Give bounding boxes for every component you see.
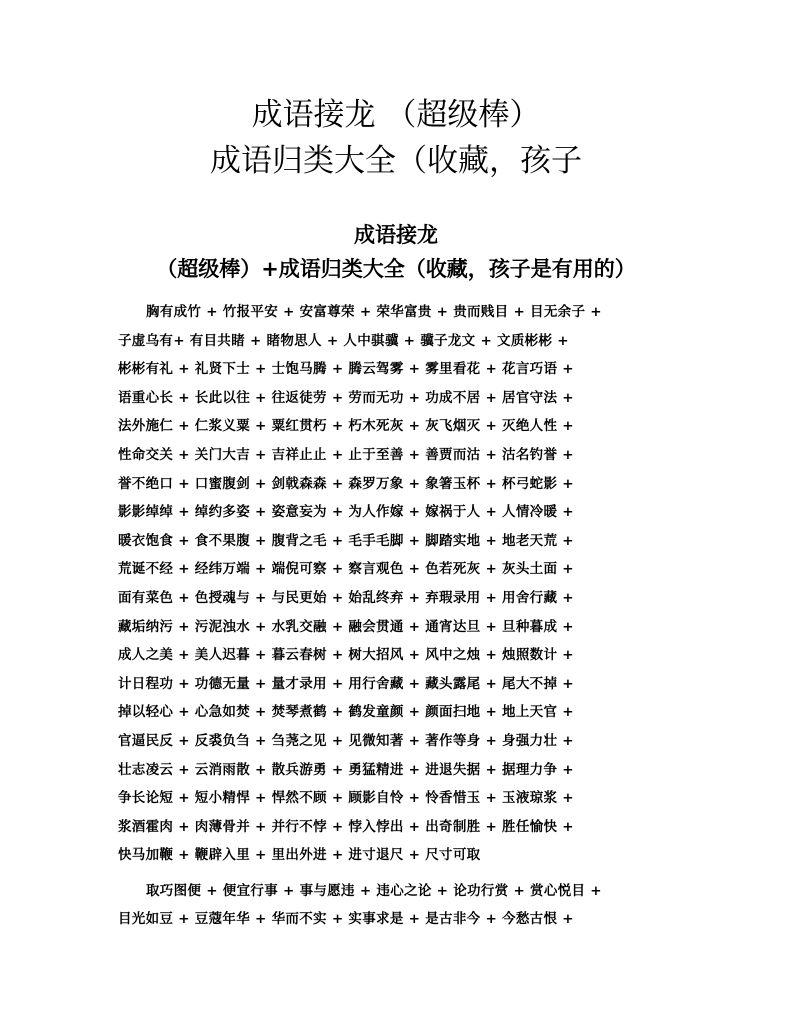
- text-line: 目光如豆 + 豆蔻年华 + 华而不实 + 实事求是 + 是古非今 + 今愁古恨 +: [118, 911, 574, 928]
- text-line: 面有菜色 + 色授魂与 + 与民更始 + 始乱终弃 + 弃瑕录用 + 用舍行藏 +: [118, 589, 574, 606]
- text-line: 暖衣饱食 + 食不果腹 + 腹背之毛 + 毛手毛脚 + 脚踏实地 + 地老天荒 +: [118, 532, 574, 549]
- text-line: 法外施仁 + 仁浆义粟 + 粟红贯朽 + 朽木死灰 + 灰飞烟灭 + 灭绝人性 +: [118, 418, 574, 435]
- text-line: 语重心长 + 长此以往 + 往返徒劳 + 劳而无功 + 功成不居 + 居官守法 +: [118, 389, 574, 406]
- text-line: 争长论短 + 短小精悍 + 悍然不顾 + 顾影自怜 + 怜香惜玉 + 玉液琼浆 +: [118, 790, 574, 807]
- document-subtitle: [0, 218, 792, 286]
- text-line: 影影绰绰 + 绰约多姿 + 姿意妄为 + 为人作嫁 + 嫁祸于人 + 人情冷暖 +: [118, 504, 574, 521]
- idiom-chain-body: [118, 298, 678, 934]
- title-line-2: 成语归类大全（收藏，孩子: [210, 143, 582, 179]
- text-line: 子虚乌有+ 有目共睹 + 睹物思人 + 人中骐骥 + 骥子龙文 + 文质彬彬 +: [118, 332, 569, 349]
- text-line: 性命交关 + 关门大吉 + 吉祥止止 + 止于至善 + 善贾而沽 + 沽名钓誉 +: [118, 446, 574, 463]
- text-line: 浆酒霍肉 + 肉薄骨并 + 并行不悖 + 悖入悖出 + 出奇制胜 + 胜任愉快 +: [118, 818, 574, 835]
- document-title: [0, 92, 792, 184]
- text-line: 官逼民反 + 反裘负刍 + 刍荛之见 + 见微知著 + 著作等身 + 身强力壮 +: [118, 732, 574, 749]
- text-line: 计日程功 + 功德无量 + 量才录用 + 用行舍藏 + 藏头露尾 + 尾大不掉 +: [118, 675, 574, 692]
- subtitle-line-2: （超级棒）+成语归类大全（收藏，孩子是有用的）: [156, 257, 636, 281]
- text-line: 壮志凌云 + 云消雨散 + 散兵游勇 + 勇猛精进 + 进退失据 + 据理力争 +: [118, 761, 574, 778]
- text-line: 掉以轻心 + 心急如焚 + 焚琴煮鹤 + 鹤发童颜 + 颜面扫地 + 地上天官 +: [118, 704, 574, 721]
- subtitle-line-1: 成语接龙: [354, 223, 438, 247]
- text-line: 誉不绝口 + 口蜜腹剑 + 剑戟森森 + 森罗万象 + 象箸玉杯 + 杯弓蛇影 +: [118, 475, 574, 492]
- text-line: 成人之美 + 美人迟暮 + 暮云春树 + 树大招风 + 风中之烛 + 烛照数计 +: [118, 647, 574, 664]
- text-line: 藏垢纳污 + 污泥浊水 + 水乳交融 + 融会贯通 + 通宵达旦 + 旦种暮成 +: [118, 618, 574, 635]
- text-line: 胸有成竹 + 竹报平安 + 安富尊荣 + 荣华富贵 + 贵而贱目 + 目无余子 +: [146, 304, 602, 320]
- title-line-1: 成语接龙 （超级棒）: [251, 97, 541, 133]
- text-line: 彬彬有礼 + 礼贤下士 + 士饱马腾 + 腾云驾雾 + 雾里看花 + 花言巧语 +: [118, 361, 574, 378]
- text-line: 荒诞不经 + 经纬万端 + 端倪可察 + 察言观色 + 色若死灰 + 灰头土面 +: [118, 561, 574, 578]
- text-line: 取巧图便 + 便宜行事 + 事与愿违 + 违心之论 + 论功行赏 + 赏心悦目 +: [146, 882, 602, 899]
- text-line: 快马加鞭 + 鞭辟入里 + 里出外进 + 进寸退尺 + 尺寸可取: [118, 847, 481, 864]
